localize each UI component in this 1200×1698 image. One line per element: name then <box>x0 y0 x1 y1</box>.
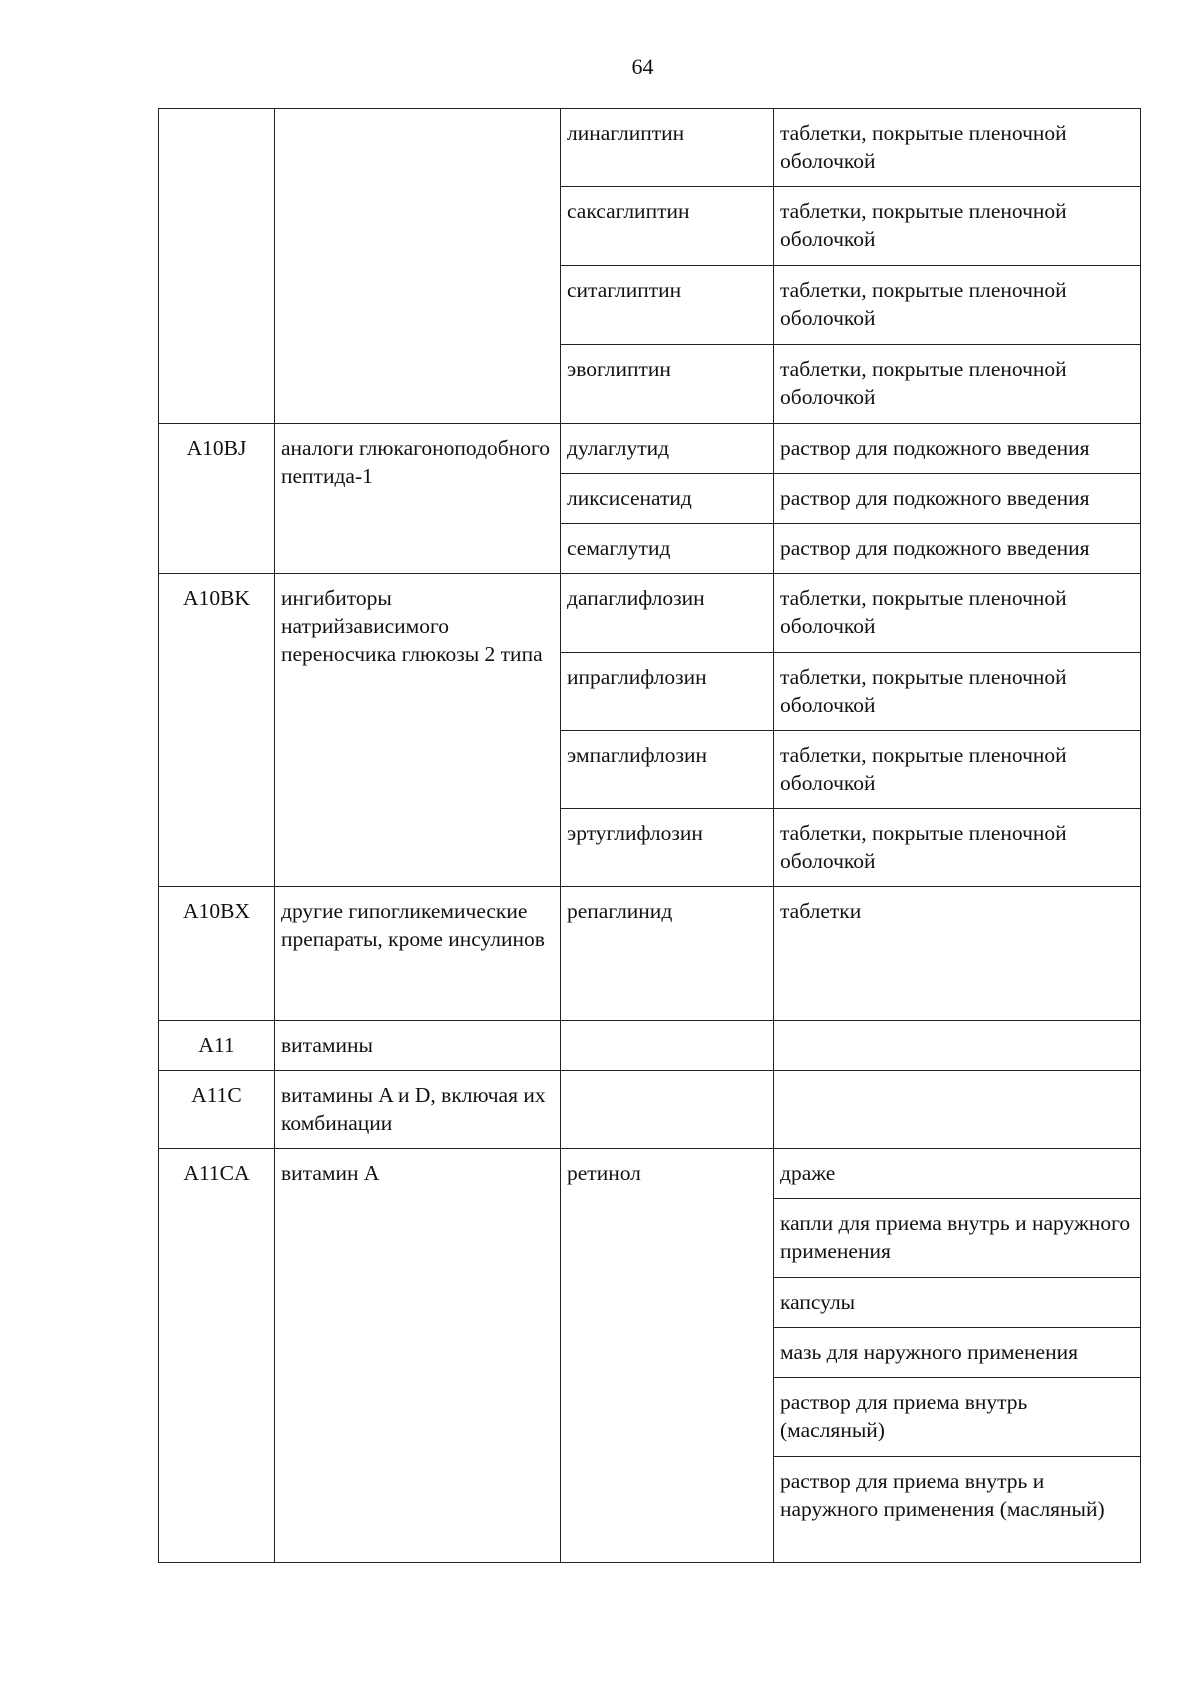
drug-name: эмпаглифлозин <box>561 731 774 809</box>
atc-code: A11 <box>159 1021 275 1071</box>
dosage-form <box>774 1071 1141 1149</box>
dosage-form: таблетки, покрытые пленочной оболочкой <box>774 809 1141 887</box>
atc-code: A10BK <box>159 574 275 887</box>
drug-name: саксаглиптин <box>561 187 774 266</box>
atc-code: A10BJ <box>159 424 275 574</box>
dosage-form: таблетки, покрытые пленочной оболочкой <box>774 731 1141 809</box>
drug-name: дулаглутид <box>561 424 774 474</box>
dosage-form: таблетки, покрытые пленочной оболочкой <box>774 574 1141 653</box>
drug-name: эртуглифлозин <box>561 809 774 887</box>
page-number: 64 <box>631 54 654 79</box>
group-name: витамин A <box>275 1149 561 1563</box>
table-row <box>159 424 1141 474</box>
dosage-form: таблетки <box>774 887 1141 1021</box>
table-row <box>159 1149 1141 1199</box>
table-row <box>159 574 1141 653</box>
drug-name: ситаглиптин <box>561 266 774 345</box>
dosage-form: раствор для подкожного введения <box>774 524 1141 574</box>
dosage-form: раствор для приема внутрь (масляный) <box>774 1378 1141 1457</box>
dosage-form: раствор для подкожного введения <box>774 424 1141 474</box>
drug-name: ипраглифлозин <box>561 653 774 731</box>
atc-code: A11C <box>159 1071 275 1149</box>
dosage-form: раствор для подкожного введения <box>774 474 1141 524</box>
group-name: витамины A и D, включая их комбинации <box>275 1071 561 1149</box>
dosage-form: таблетки, покрытые пленочной оболочкой <box>774 345 1141 424</box>
drug-name: линаглиптин <box>561 109 774 187</box>
table-row <box>159 109 1141 187</box>
dosage-form: таблетки, покрытые пленочной оболочкой <box>774 266 1141 345</box>
drug-list-table <box>158 108 1141 1563</box>
drug-name: семаглутид <box>561 524 774 574</box>
group-cell <box>275 109 561 424</box>
drug-name: репаглинид <box>561 887 774 1021</box>
dosage-form: раствор для приема внутрь и наружного применения (масляный) <box>774 1457 1141 1563</box>
dosage-form: таблетки, покрытые пленочной оболочкой <box>774 653 1141 731</box>
atc-code: A11CA <box>159 1149 275 1563</box>
dosage-form: капсулы <box>774 1278 1141 1328</box>
group-name: ингибиторы натрийзависимого переносчика глюкозы 2 типа <box>275 574 561 887</box>
atc-code: A10BX <box>159 887 275 1021</box>
drug-name: ретинол <box>561 1149 774 1563</box>
group-name: аналоги глюкагоноподобного пептида-1 <box>275 424 561 574</box>
dosage-form: капли для приема внутрь и наружного применения <box>774 1199 1141 1278</box>
dosage-form: драже <box>774 1149 1141 1199</box>
dosage-form: таблетки, покрытые пленочной оболочкой <box>774 109 1141 187</box>
drug-name: ликсисенатид <box>561 474 774 524</box>
table-row <box>159 887 1141 1021</box>
drug-name <box>561 1021 774 1071</box>
group-name: другие гипогликемические препараты, кроме инсулинов <box>275 887 561 1021</box>
code-cell <box>159 109 275 424</box>
table-row <box>159 1071 1141 1149</box>
dosage-form: таблетки, покрытые пленочной оболочкой <box>774 187 1141 266</box>
drug-name: дапаглифлозин <box>561 574 774 653</box>
drug-name: эвоглиптин <box>561 345 774 424</box>
dosage-form <box>774 1021 1141 1071</box>
drug-name <box>561 1071 774 1149</box>
group-name: витамины <box>275 1021 561 1071</box>
table-row <box>159 1021 1141 1071</box>
dosage-form: мазь для наружного применения <box>774 1328 1141 1378</box>
